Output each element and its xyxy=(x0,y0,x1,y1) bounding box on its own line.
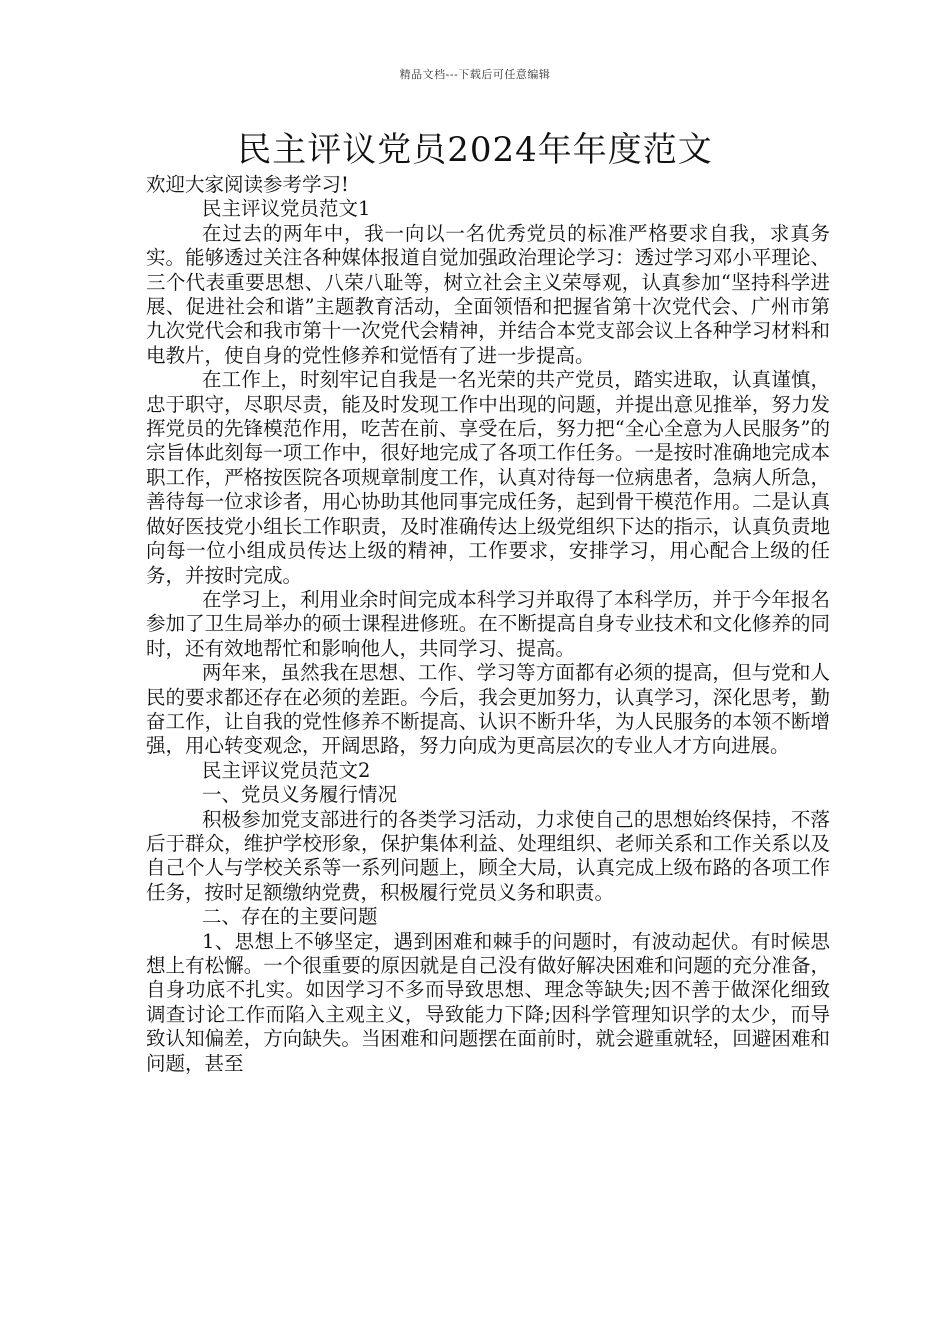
document-body xyxy=(146,173,830,1076)
paragraph: 积极参加党支部进行的各类学习活动，力求使自己的思想始终保持，不落后于群众，维护学校形象，保护集体利益、处理组织、老师关系和工作关系以及自己个人与学校关系等一系列问题上，顾全大局，认真完成上级布路的各项工作任务，按时足额缴纳党费，积极履行党员义务和职责。 xyxy=(146,807,830,904)
header-note: 精品文档---下载后可任意编辑 xyxy=(399,68,551,81)
paragraph: 1、思想上不够坚定，遇到困难和棘手的问题时，有波动起伏。有时候思想上有松懈。一个很重要的原因就是自己没有做好解决困难和问题的充分准备，自身功底不扎实。如因学习不多而导致思想、理念等缺失;因不善于做深化细致调查讨论工作而陷入主观主义，导致能力下降;因科学管理知识学的太少，而导致认知偏差，方向缺失。当困难和问题摆在面前时，就会避重就轻，回避困难和问题，甚至 xyxy=(146,929,830,1075)
paragraph: 欢迎大家阅读参考学习! xyxy=(146,173,349,196)
section-heading: 民主评议党员范文2 xyxy=(202,758,371,782)
subsection-heading: 一、党员义务履行情况 xyxy=(202,783,398,807)
document-title: 民主评议党员2024年年度范文 xyxy=(237,130,713,170)
paragraph: 在学习上，利用业余时间完成本科学习并取得了本科学历，并于今年报名参加了卫生局举办的硕士课程进修班。在不断提高自身专业技术和文化修养的同时，还有效地帮忙和影响他人，共同学习、提高。 xyxy=(146,587,830,660)
section-heading: 民主评议党员范文1 xyxy=(202,197,371,221)
paragraph: 在过去的两年中，我一向以一名优秀党员的标准严格要求自我，求真务实。能够透过关注各种媒体报道自觉加强政治理论学习：透过学习邓小平理论、三个代表重要思想、八荣八耻等，树立社会主义荣辱观，认真参加“坚持科学进展、促进社会和谐”主题教育活动，全面领悟和把握省第十次党代会、广州市第九次党代会和我市第十一次党代会精神，并结合本党支部会议上各种学习材料和电教片，使自身的党性修养和觉悟有了进一步提高。 xyxy=(146,221,830,367)
subsection-heading: 二、存在的主要问题 xyxy=(202,905,378,929)
paragraph: 在工作上，时刻牢记自我是一名光荣的共产党员，踏实进取，认真谨慎，忠于职守，尽职尽责，能及时发现工作中出现的问题，并提出意见推举，努力发挥党员的先锋模范作用，吃苦在前、享受在后，努力把“全心全意为人民服务”的宗旨体此刻每一项工作中，很好地完成了各项工作任务。一是按时准确地完成本职工作，严格按医院各项规章制度工作，认真对待每一位病患者，急病人所急，善待每一位求诊者，用心协助其他同事完成任务，起到骨干模范作用。二是认真做好医技党小组长工作职责，及时准确传达上级党组织下达的指示，认真负责地向每一位小组成员传达上级的精神，工作要求，安排学习，用心配合上级的任务，并按时完成。 xyxy=(146,368,830,587)
paragraph: 两年来，虽然我在思想、工作、学习等方面都有必须的提高，但与党和人民的要求都还存在必须的差距。今后，我会更加努力，认真学习，深化思考，勤奋工作，让自我的党性修养不断提高、认识不断升华，为人民服务的本领不断增强，用心转变观念，开阔思路，努力向成为更高层次的专业人才方向进展。 xyxy=(146,661,830,758)
